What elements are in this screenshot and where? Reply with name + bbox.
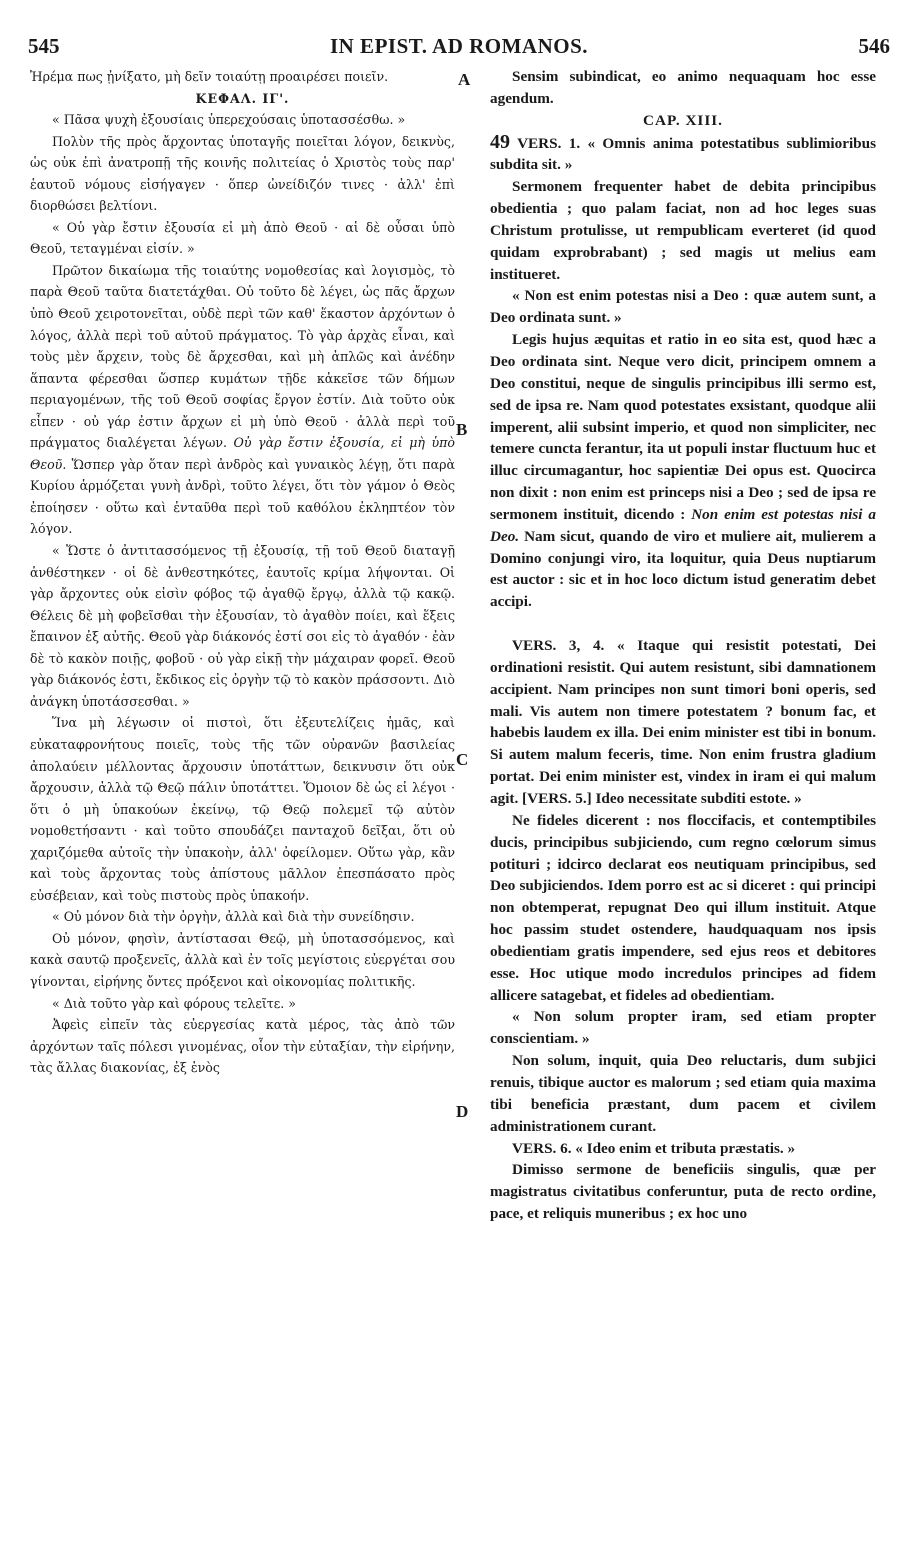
greek-citation: Οὐ γὰρ ἔστιν ἐξουσία, εἰ μὴ ὑπὸ Θεοῦ. xyxy=(30,435,455,472)
greek-paragraph: Πολὺν τῆς πρὸς ἄρχοντας ὑποταγῆς ποιεῖται λόγον, δεικνὺς, ὡς οὐκ ἐπὶ ἀνατροπῇ τῆς κοινῆς πολιτείας ὁ Χριστὸς τοὺς παρ' ἑαυτοῦ νόμους εἰσήγαγεν · ὅπερ ὠνείδιζόν τινες · ἀλλ' ἐπὶ διορθώσει βελτίονι. xyxy=(30,133,455,214)
latin-paragraph xyxy=(490,329,876,613)
greek-verse-quote: « Οὐ μόνον διὰ τὴν ὀργὴν, ἀλλὰ καὶ διὰ τὴν συνείδησιν. xyxy=(52,909,415,925)
latin-verse-quote xyxy=(490,132,876,177)
latin-chapter-heading: CAP. XIII. xyxy=(643,111,723,129)
greek-paragraph: Οὐ μόνον, φησὶν, ἀντίστασαι Θεῷ, μὴ ὑποτασσόμενος, καὶ κακὰ σαυτῷ προξενεῖς, ἀλλὰ καὶ ἐν τοῖς μεγίστοις εὐεργέται σου γίνονται, εἰρήνης ὄντες πρόξενοι καὶ οἰκονομίας πολιτικῆς. xyxy=(30,930,455,989)
latin-paragraph: Sermonem frequenter habet de debita principibus obedientia ; quo palam faciat, non ad hoc leges suas Christum protulisse, ut rempublicam everteret (id quod quidam exprobrabant) ; sed magis ut melius eam institueret. xyxy=(490,178,876,283)
latin-verse-quote: VERS. 3, 4. « Itaque qui resistit potestati, Dei ordinationi resistit. Qui autem resistunt, sibi damnationem accipient. Nam principes non sunt timori boni operis, sed mali. Vis autem non timere potestatem ? bonum fac, et habebis laudem ex illa. Dei enim minister est tibi in bonum. Si autem malum feceris, time. Non enim frustra gladium portat. Dei enim minister est, vindex in iram ei qui malum agit. [VERS. 5.] Ideo necessitate subditi estote. » xyxy=(490,637,876,807)
latin-paragraph: Ne fideles dicerent : nos floccifacis, et contemptibiles ducis, principibus subjiciendo, cum regno cœlorum simus potituri ; idcirco declarat eos neutiquam principibus, sed Deo subjiciendos. Idem porro est ac si diceret : qui principi non obtemperat, repugnat Deo qui illum instituit. Atque hoc passim studet ostendere, haudquaquam nos ipsis obedientiam gratis impendere, sed ejus reos et debitores esse. Hoc utique modo incredulos principes ad fidem allicere satagebat, et fideles ad obedientiam. xyxy=(490,811,876,1004)
running-header xyxy=(28,34,890,62)
paragraph-gap xyxy=(490,613,876,635)
latin-text: Legis hujus æquitas et ratio in eo sita est, quod hæc a Deo ordinata sint. Neque vero dicit, principem omnem a Deo constitui, neque de singulis principibus illi sermo est, sed de ipsa re. Nam quod potestates exsistant, quodque alii imperent, alii subsint imperio, et quod non simpliciter, nec temere cuncta ferantur, ita ut populi instar fluctuum huc et illuc circumagantur, hoc sapientiæ Dei opus est. Quocirca non dixit : non enim est princeps nisi a Deo ; sed de ipsa re sermonem instituit, dicendo : xyxy=(490,331,876,523)
page-number-left: 545 xyxy=(28,34,60,58)
latin-verse-quote: « Non est enim potestas nisi a Deo : quæ autem sunt, a Deo ordinata sunt. » xyxy=(490,287,876,327)
page-number-right: 546 xyxy=(858,34,890,58)
latin-paragraph: Sensim subindicat, eo animo nequaquam hoc esse agendum. xyxy=(490,68,876,107)
greek-column xyxy=(30,66,455,1079)
latin-column xyxy=(490,66,876,1225)
greek-paragraph: Ἀφεὶς εἰπεῖν τὰς εὐεργεσίας κατὰ μέρος, τὰς ἀπὸ τῶν ἀρχόντων ταῖς πόλεσι γινομένας, οἷον τὴν εὐταξίαν, τὴν εἰρήνην, τὰς ἄλλας διακονίας, ἐξ ἑνὸς xyxy=(30,1017,455,1076)
greek-verse-quote: « Ὥστε ὁ ἀντιτασσόμενος τῇ ἐξουσίᾳ, τῇ τοῦ Θεοῦ διαταγῇ ἀνθέστηκεν · οἱ δὲ ἀνθεστηκότες, ἑαυτοῖς κρίμα λήψονται. Οἱ γὰρ ἄρχοντες οὐκ εἰσὶν φόβος τῷ ἀγαθῷ ἔργῳ, ἀλλὰ τῷ κακῷ. Θέλεις δὲ μὴ φοβεῖσθαι τὴν ἐξουσίαν, τὸ ἀγαθὸν ποίει, καὶ ἕξεις ἔπαινον ἐξ αὐτῆς. Θεοῦ γὰρ διάκονός ἐστί σοι εἰς τὸ ἀγαθόν · ἐὰν δὲ τὸ κακὸν ποιῇς, φοβοῦ · οὐ γὰρ εἰκῇ τὴν μάχαιραν φορεῖ. Θεοῦ γὰρ διάκονός ἐστι, ἔκδικος εἰς ὀργὴν τῷ τὸ κακὸν πράσσοντι. Διὸ ἀνάγκη ὑποτάσσεσθαι. » xyxy=(30,543,455,709)
greek-paragraph xyxy=(30,260,455,540)
margin-letter-c: C xyxy=(456,750,469,769)
latin-text: Nam sicut, quando de viro et muliere ait, mulierem a Domino conjungi viro, ita loquitur, quia Deus nuptiarum est auctor : sic et in hoc loco dictum istud generatim debet accipi. xyxy=(490,527,876,611)
latin-verse-quote: « Non solum propter iram, sed etiam propter conscientiam. » xyxy=(490,1008,876,1048)
greek-verse-quote: « Οὐ γὰρ ἔστιν ἐξουσία εἰ μὴ ἀπὸ Θεοῦ · αἱ δὲ οὖσαι ὑπὸ Θεοῦ, τεταγμέναι εἰσίν. » xyxy=(30,219,455,257)
latin-citation: Non enim est potestas nisi a Deo. xyxy=(490,505,876,545)
latin-text: VERS. 1. « Omnis anima potestatibus sublimioribus subdita sit. » xyxy=(490,134,876,174)
running-title: IN EPIST. AD ROMANOS. xyxy=(329,34,589,58)
greek-paragraph: Ἵνα μὴ λέγωσιν οἱ πιστοὶ, ὅτι ἐξευτελίζεις ἡμᾶς, καὶ εὐκαταφρονήτους ποιεῖς, τοὺς τῆς τῶν οὐρανῶν βασιλείας ἀπολαύειν μέλλοντας ἄρχουσιν ὑποτάττων, δεικνυσιν ὅτι οὐκ ἄρχουσιν, ἀλλὰ τῷ Θεῷ πάλιν ὑποτάττει. Ὅμοιον δὲ ὡς εἰ λέγοι · ὅτι ὁ μὴ ὑπακούων ἐκείνῳ, τῷ Θεῷ πολεμεῖ τῷ αὐτὸν νομοθετήσαντι · καὶ τοῦτο σπουδάζει πανταχοῦ δεῖξαι, ὅτι οὐ χαριζόμεθα αὐτοῖς τὴν ὑπακοὴν, ἀλλ' ὀφείλομεν. Οὕτω γὰρ, κἂν καὶ τοὺς ἄρχοντας τοὺς ἀπίστους μᾶλλον ἐπεσπάσατο πρὸς εὐσέβειαν, καὶ τοὺς πιστοὺς πρὸς ὑπακοήν. xyxy=(30,715,455,903)
margin-letter-a: A xyxy=(458,70,471,89)
column-number: 49 xyxy=(490,130,510,153)
latin-verse-quote: VERS. 6. « Ideo enim et tributa præstatis. » xyxy=(512,1139,796,1157)
greek-text: Ὥσπερ γὰρ ὅταν περὶ ἀνδρὸς καὶ γυναικὸς λέγῃ, ὅτι παρὰ Κυρίου ἁρμόζεται γυνὴ ἀνδρὶ, τοῦτο λέγει, ὅτι τὸν γάμον ὁ Θεὸς ἐποίησεν · οὕτω καὶ ἐνταῦθα περὶ τοῦ καθόλου ἐκληπτέον τὸν λόγον. xyxy=(30,456,455,537)
greek-verse-quote: « Διὰ τοῦτο γὰρ καὶ φόρους τελεῖτε. » xyxy=(52,995,296,1011)
greek-chapter-heading: ΚΕΦΑΛ. ΙΓ'. xyxy=(195,90,290,106)
margin-letter-d: D xyxy=(456,1102,469,1121)
latin-paragraph: Non solum, inquit, quia Deo reluctaris, dum subjici renuis, tibique auctor es malorum ; sed etiam quia maxima tibi beneficia præstant, dum pacem et civilem administrationem curant. xyxy=(490,1052,876,1135)
latin-paragraph: Dimisso sermone de beneficiis singulis, quæ per magistratus civitatibus conferuntur, puta de recto ordine, pace, et reliquis muneribus ; ex hoc uno xyxy=(490,1161,876,1223)
margin-letter-b: B xyxy=(456,420,468,439)
greek-verse-quote: « Πᾶσα ψυχὴ ἐξουσίαις ὑπερεχούσαις ὑποτασσέσθω. » xyxy=(52,112,406,128)
greek-text: Πρῶτον δικαίωμα τῆς τοιαύτης νομοθεσίας καὶ λογισμὸς, τὸ παρὰ Θεοῦ ταῦτα διατετάχθαι. Οὐ τοῦτο δὲ λέγει, ὡς πᾶς ἄρχων ὑπὸ Θεοῦ χειροτονεῖται, οὐδὲ περὶ τῶν καθ' ἕκαστον ἀρχόντων ὁ λόγος, ἀλλὰ περὶ τοῦ αὐτοῦ πράγματος. Τὸ γὰρ ἀρχὰς εἶναι, καὶ τοὺς μὲν ἄρχειν, τοὺς δὲ ἄρχεσθαι, καὶ μὴ ἁπλῶς καὶ ἀνέδην ἅπαντα φέρεσθαι ὥσπερ κυμάτων τῇδε κἀκεῖσε τῶν δήμων περιαγομένων, τῆς τοῦ Θεοῦ σοφίας ἔργον ἐστίν. Διὰ τοῦτο οὐκ εἶπεν · οὐ γάρ ἐστιν ἄρχων εἰ μὴ ὑπὸ Θεοῦ · ἀλλὰ περὶ τοῦ πράγματος διαλέγεται λέγων. xyxy=(30,262,455,451)
greek-paragraph: Ἠρέμα πως ᾐνίξατο, μὴ δεῖν τοιαύτῃ προαιρέσει ποιεῖν. xyxy=(30,69,389,84)
